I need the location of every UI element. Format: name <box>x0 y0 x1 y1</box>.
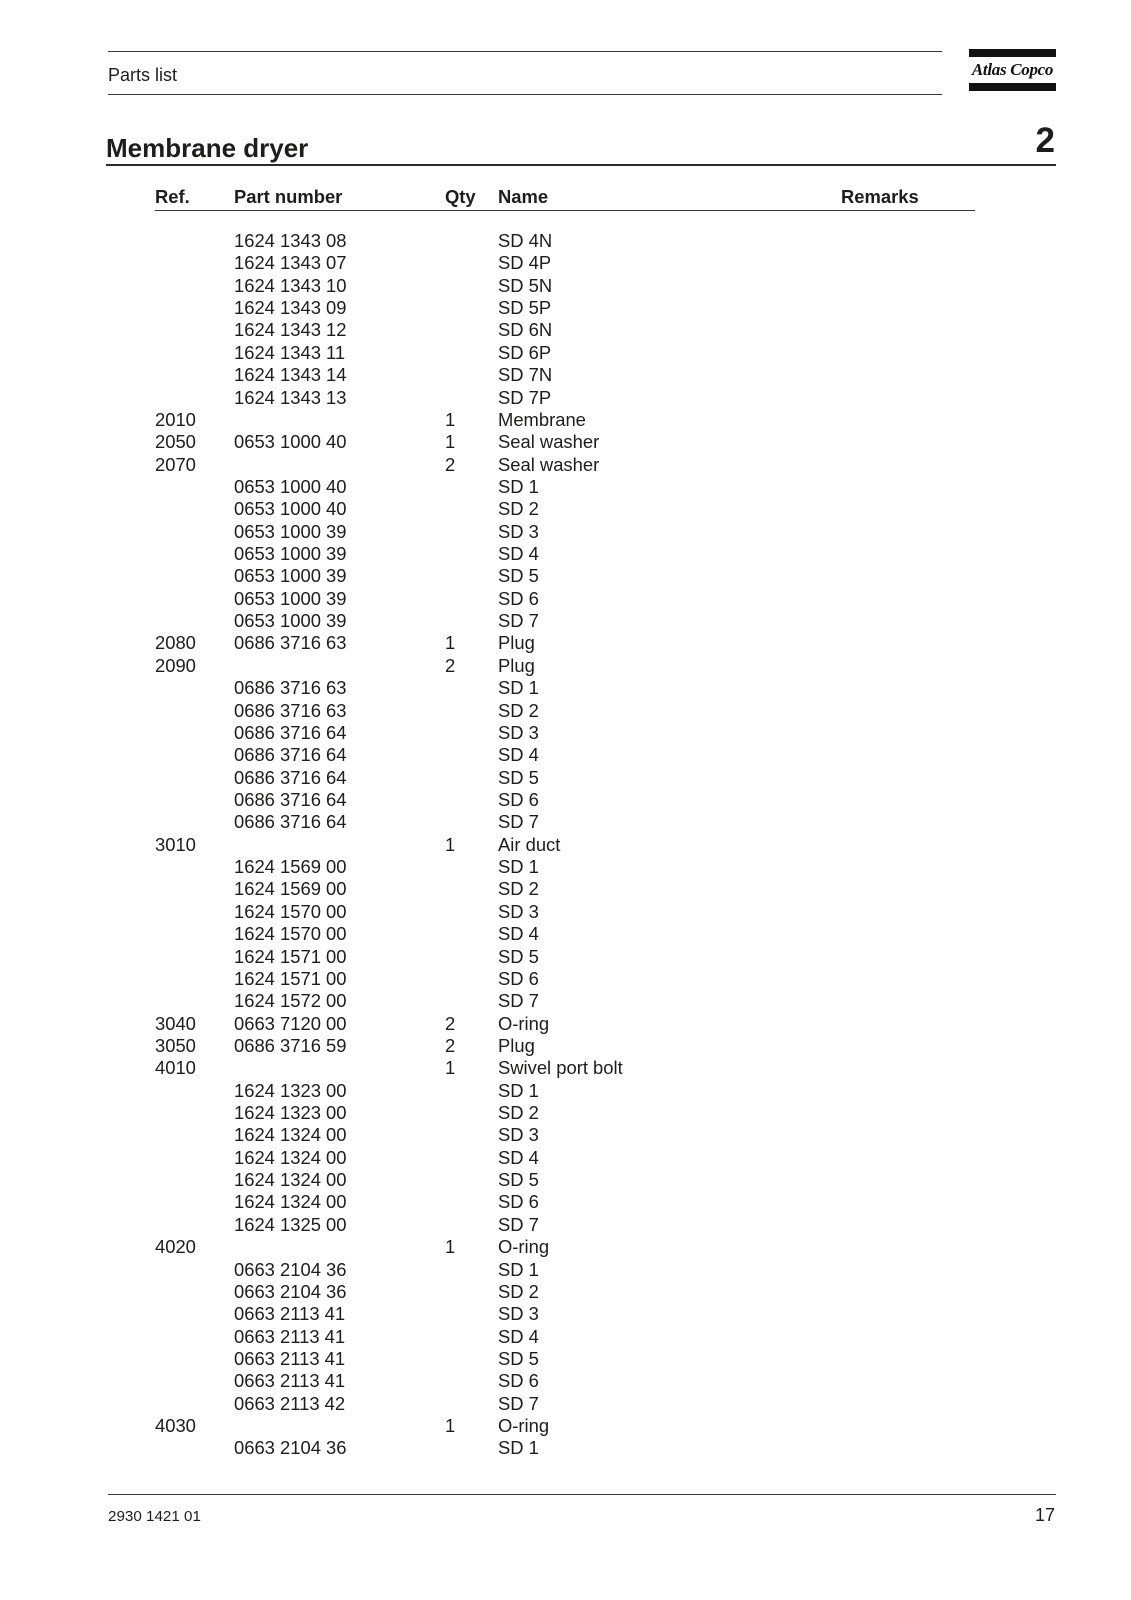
name-cell: SD 7 <box>498 1392 539 1414</box>
name-cell: SD 4 <box>498 543 539 565</box>
parts-row <box>0 342 1131 364</box>
parts-row <box>0 1147 1131 1169</box>
name-cell: Plug <box>498 632 535 654</box>
parts-row <box>0 1013 1131 1035</box>
name-cell: SD 1 <box>498 856 539 878</box>
part-number-cell: 0686 3716 63 <box>234 677 347 699</box>
parts-row <box>0 387 1131 409</box>
name-cell: SD 5 <box>498 766 539 788</box>
part-number-cell: 0663 2104 36 <box>234 1437 347 1459</box>
part-number-cell: 0653 1000 39 <box>234 543 347 565</box>
name-cell: SD 6 <box>498 1370 539 1392</box>
qty-cell: 2 <box>445 654 456 676</box>
parts-row <box>0 722 1131 744</box>
ref-cell: 4020 <box>155 1236 196 1258</box>
qty-cell: 1 <box>445 1236 456 1258</box>
parts-row <box>0 498 1131 520</box>
part-number-cell: 1624 1570 00 <box>234 900 347 922</box>
name-cell: Membrane <box>498 408 586 430</box>
name-cell: SD 2 <box>498 699 539 721</box>
parts-row <box>0 1281 1131 1303</box>
parts-row <box>0 1080 1131 1102</box>
name-cell: SD 4 <box>498 744 539 766</box>
name-cell: SD 5 <box>498 1347 539 1369</box>
name-cell: SD 2 <box>498 1280 539 1302</box>
ref-cell: 2010 <box>155 408 196 430</box>
parts-row <box>0 990 1131 1012</box>
part-number-cell: 0686 3716 63 <box>234 632 347 654</box>
column-header-ref: Ref. <box>155 186 190 207</box>
table-header-rule <box>155 210 975 211</box>
part-number-cell: 0686 3716 63 <box>234 699 347 721</box>
ref-cell: 2050 <box>155 431 196 453</box>
parts-row <box>0 923 1131 945</box>
name-cell: SD 7 <box>498 811 539 833</box>
part-number-cell: 0663 7120 00 <box>234 1012 347 1034</box>
part-number-cell: 0686 3716 64 <box>234 721 347 743</box>
parts-row <box>0 677 1131 699</box>
qty-cell: 1 <box>445 833 456 855</box>
qty-cell: 1 <box>445 632 456 654</box>
part-number-cell: 0663 2113 41 <box>234 1347 346 1369</box>
part-number-cell: 1624 1323 00 <box>234 1102 347 1124</box>
name-cell: SD 6 <box>498 788 539 810</box>
part-number-cell: 1624 1343 11 <box>234 341 346 363</box>
parts-row <box>0 521 1131 543</box>
part-number-cell: 0653 1000 39 <box>234 587 347 609</box>
part-number-cell: 0686 3716 59 <box>234 1034 347 1056</box>
section-label: Parts list <box>108 65 178 85</box>
part-number-cell: 1624 1570 00 <box>234 923 347 945</box>
name-cell: SD 4 <box>498 1325 539 1347</box>
parts-row <box>0 610 1131 632</box>
name-cell: Seal washer <box>498 431 600 453</box>
name-cell: SD 1 <box>498 475 539 497</box>
parts-row <box>0 1415 1131 1437</box>
name-cell: SD 1 <box>498 1079 539 1101</box>
name-cell: SD 3 <box>498 900 539 922</box>
part-number-cell: 0663 2113 41 <box>234 1325 346 1347</box>
part-number-cell: 0653 1000 39 <box>234 610 347 632</box>
name-cell: SD 2 <box>498 498 539 520</box>
name-cell: SD 3 <box>498 1303 539 1325</box>
name-cell: Seal washer <box>498 453 600 475</box>
title-underline <box>106 164 1056 166</box>
name-cell: SD 3 <box>498 520 539 542</box>
qty-cell: 2 <box>445 453 456 475</box>
part-number-cell: 1624 1324 00 <box>234 1169 347 1191</box>
parts-row <box>0 565 1131 587</box>
logo-bottom-bar <box>969 83 1056 91</box>
name-cell: SD 5 <box>498 945 539 967</box>
parts-table-body <box>0 230 1131 1460</box>
logo-top-bar <box>969 49 1056 57</box>
name-cell: SD 7N <box>498 364 553 386</box>
parts-row <box>0 1214 1131 1236</box>
name-cell: SD 5 <box>498 1169 539 1191</box>
parts-row <box>0 1259 1131 1281</box>
name-cell: Plug <box>498 654 535 676</box>
part-number-cell: 1624 1324 00 <box>234 1191 347 1213</box>
qty-cell: 1 <box>445 1057 456 1079</box>
parts-row <box>0 543 1131 565</box>
part-number-cell: 0653 1000 39 <box>234 565 347 587</box>
part-number-cell: 1624 1571 00 <box>234 945 347 967</box>
part-number-cell: 0663 2104 36 <box>234 1258 347 1280</box>
parts-row <box>0 1236 1131 1258</box>
qty-cell: 1 <box>445 431 456 453</box>
ref-cell: 4030 <box>155 1415 196 1437</box>
parts-row <box>0 454 1131 476</box>
parts-row <box>0 856 1131 878</box>
name-cell: SD 5 <box>498 565 539 587</box>
column-header-part-number: Part number <box>234 186 343 207</box>
parts-row <box>0 878 1131 900</box>
footer-rule <box>108 1494 1056 1495</box>
name-cell: SD 3 <box>498 1124 539 1146</box>
parts-row <box>0 1393 1131 1415</box>
parts-row <box>0 789 1131 811</box>
parts-row <box>0 275 1131 297</box>
name-cell: SD 3 <box>498 721 539 743</box>
parts-row <box>0 1303 1131 1325</box>
name-cell: SD 1 <box>498 677 539 699</box>
chapter-number: 2 <box>1035 121 1055 160</box>
parts-row <box>0 700 1131 722</box>
parts-row <box>0 655 1131 677</box>
ref-cell: 3050 <box>155 1034 196 1056</box>
name-cell: O-ring <box>498 1415 550 1437</box>
parts-row <box>0 364 1131 386</box>
part-number-cell: 1624 1343 09 <box>234 297 347 319</box>
atlas-copco-logo <box>969 49 1056 91</box>
parts-row <box>0 1035 1131 1057</box>
name-cell: SD 4P <box>498 252 552 274</box>
part-number-cell: 0663 2113 41 <box>234 1303 346 1325</box>
parts-row <box>0 1370 1131 1392</box>
name-cell: O-ring <box>498 1236 550 1258</box>
parts-row <box>0 1191 1131 1213</box>
name-cell: SD 7 <box>498 1213 539 1235</box>
parts-row <box>0 968 1131 990</box>
parts-row <box>0 1326 1131 1348</box>
part-number-cell: 1624 1323 00 <box>234 1079 347 1101</box>
parts-row <box>0 1102 1131 1124</box>
parts-table-header <box>0 186 1131 208</box>
parts-row <box>0 588 1131 610</box>
parts-row <box>0 744 1131 766</box>
parts-row <box>0 409 1131 431</box>
qty-cell: 2 <box>445 1034 456 1056</box>
name-cell: SD 2 <box>498 878 539 900</box>
logo-wordmark: Atlas Copco <box>971 60 1054 79</box>
part-number-cell: 0653 1000 39 <box>234 520 347 542</box>
part-number-cell: 1624 1343 10 <box>234 274 347 296</box>
part-number-cell: 1624 1324 00 <box>234 1124 347 1146</box>
name-cell: SD 6P <box>498 341 552 363</box>
part-number-cell: 0663 2104 36 <box>234 1280 347 1302</box>
name-cell: SD 4N <box>498 230 553 251</box>
column-header-name: Name <box>498 186 549 207</box>
name-cell: Swivel port bolt <box>498 1057 623 1079</box>
parts-row <box>0 767 1131 789</box>
part-number-cell: 1624 1343 13 <box>234 386 347 408</box>
parts-row <box>0 319 1131 341</box>
part-number-cell: 0653 1000 40 <box>234 475 347 497</box>
part-number-cell: 1624 1571 00 <box>234 967 347 989</box>
column-header-remarks: Remarks <box>841 186 919 207</box>
page-number: 17 <box>1034 1505 1055 1525</box>
column-header-qty: Qty <box>445 186 476 207</box>
part-number-cell: 0686 3716 64 <box>234 811 347 833</box>
parts-row <box>0 476 1131 498</box>
qty-cell: 1 <box>445 408 456 430</box>
parts-row <box>0 1169 1131 1191</box>
name-cell: SD 6 <box>498 587 539 609</box>
parts-row <box>0 1348 1131 1370</box>
ref-cell: 2080 <box>155 632 196 654</box>
document-number: 2930 1421 01 <box>108 1508 201 1525</box>
name-cell: SD 7 <box>498 990 539 1012</box>
parts-row <box>0 632 1131 654</box>
part-number-cell: 1624 1569 00 <box>234 856 347 878</box>
parts-row <box>0 230 1131 252</box>
header-top-rule <box>108 51 942 52</box>
name-cell: SD 5P <box>498 297 552 319</box>
parts-row <box>0 297 1131 319</box>
name-cell: SD 1 <box>498 1258 539 1280</box>
name-cell: SD 4 <box>498 1146 539 1168</box>
part-number-cell: 0663 2113 41 <box>234 1370 346 1392</box>
name-cell: Plug <box>498 1034 535 1056</box>
qty-cell: 1 <box>445 1415 456 1437</box>
parts-row <box>0 252 1131 274</box>
name-cell: SD 1 <box>498 1437 539 1459</box>
ref-cell: 2070 <box>155 453 196 475</box>
part-number-cell: 1624 1343 08 <box>234 230 347 251</box>
name-cell: SD 6 <box>498 1191 539 1213</box>
parts-row <box>0 901 1131 923</box>
name-cell: SD 2 <box>498 1102 539 1124</box>
name-cell: SD 5N <box>498 274 553 296</box>
name-cell: SD 4 <box>498 923 539 945</box>
part-number-cell: 1624 1324 00 <box>234 1146 347 1168</box>
part-number-cell: 0686 3716 64 <box>234 788 347 810</box>
page-title: Membrane dryer <box>106 133 309 163</box>
parts-row <box>0 431 1131 453</box>
parts-row <box>0 946 1131 968</box>
part-number-cell: 1624 1343 12 <box>234 319 347 341</box>
part-number-cell: 1624 1343 07 <box>234 252 347 274</box>
part-number-cell: 0663 2113 42 <box>234 1392 346 1414</box>
part-number-cell: 1624 1343 14 <box>234 364 347 386</box>
parts-row <box>0 834 1131 856</box>
part-number-cell: 1624 1325 00 <box>234 1213 347 1235</box>
parts-row <box>0 811 1131 833</box>
part-number-cell: 0686 3716 64 <box>234 744 347 766</box>
parts-row <box>0 1124 1131 1146</box>
name-cell: SD 6 <box>498 967 539 989</box>
name-cell: SD 7P <box>498 386 552 408</box>
ref-cell: 2090 <box>155 654 196 676</box>
part-number-cell: 0653 1000 40 <box>234 498 347 520</box>
part-number-cell: 1624 1572 00 <box>234 990 347 1012</box>
ref-cell: 3040 <box>155 1012 196 1034</box>
part-number-cell: 0653 1000 40 <box>234 431 347 453</box>
parts-row <box>0 1437 1131 1459</box>
part-number-cell: 1624 1569 00 <box>234 878 347 900</box>
qty-cell: 2 <box>445 1012 456 1034</box>
ref-cell: 3010 <box>155 833 196 855</box>
name-cell: Air duct <box>498 833 561 855</box>
parts-row <box>0 1057 1131 1079</box>
name-cell: SD 7 <box>498 610 539 632</box>
header-bottom-rule <box>108 94 942 95</box>
ref-cell: 4010 <box>155 1057 196 1079</box>
part-number-cell: 0686 3716 64 <box>234 766 347 788</box>
name-cell: SD 6N <box>498 319 553 341</box>
name-cell: O-ring <box>498 1012 550 1034</box>
